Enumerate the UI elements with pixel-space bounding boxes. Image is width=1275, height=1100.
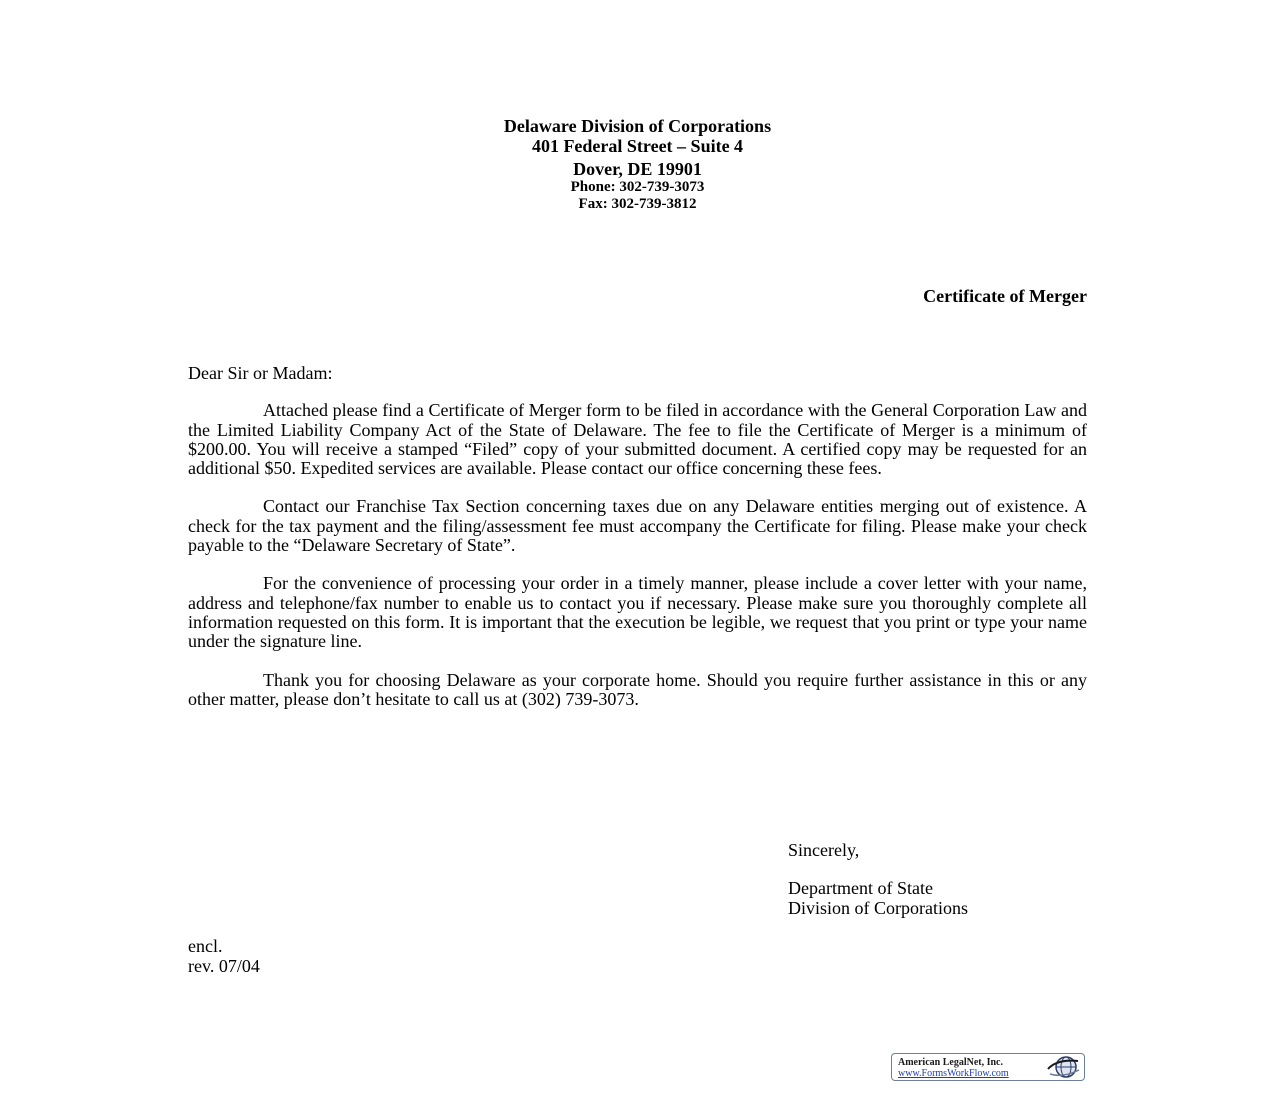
letterhead-org-name: Delaware Division of Corporations bbox=[503, 116, 772, 136]
closing-block bbox=[788, 840, 968, 918]
badge-url-link[interactable]: www.FormsWorkFlow.com bbox=[898, 1068, 1009, 1079]
legalnet-badge[interactable] bbox=[891, 1053, 1085, 1081]
valediction: Sincerely, bbox=[788, 840, 860, 860]
paragraph-thank-you: Thank you for choosing Delaware as your corporate home. Should you require further assistance in this or any other matter, please don’t hesitate to call us at (302) 739-3073. bbox=[188, 669, 1087, 709]
document-title: Certificate of Merger bbox=[923, 286, 1087, 306]
revision-note: rev. 07/04 bbox=[188, 956, 260, 976]
letterhead bbox=[0, 116, 1275, 213]
letterhead-street-address: 401 Federal Street – Suite 4 bbox=[531, 136, 744, 156]
letterhead-phone: Phone: 302-739-3073 bbox=[570, 179, 705, 195]
paragraph-processing-instructions: For the convenience of processing your order in a timely manner, please include a cover letter with your name, address and telephone/fax number to enable us to contact you if necessary. Please make sure you thoroughly complete all information requested on this form. It is important that the execution be legible, we request that you print or type your name under the signature line. bbox=[188, 573, 1087, 652]
enclosure-note: encl. bbox=[188, 936, 223, 956]
salutation: Dear Sir or Madam: bbox=[188, 363, 333, 383]
signature-department: Department of State bbox=[788, 878, 933, 898]
paragraph-filing-fees: Attached please find a Certificate of Merger form to be filed in accordance with the General Corporation Law and the Limited Liability Company Act of the State of Delaware. The fee to file the Certificate of Merger is a minimum of $200.00. You will receive a stamped “Filed” copy of your submitted document. A certified copy may be requested for an additional $50. Expedited services are available. Please contact our office concerning these fees. bbox=[188, 400, 1087, 479]
paragraph-franchise-tax: Contact our Franchise Tax Section concerning taxes due on any Delaware entities merging out of existence. A check for the tax payment and the filing/assessment fee must accompany the Certificate for filing. Please make your check payable to the “Delaware Secretary of State”. bbox=[188, 496, 1087, 556]
letter-body bbox=[188, 364, 1087, 728]
badge-company-name: American LegalNet, Inc. bbox=[898, 1057, 1003, 1068]
letterhead-city-state-zip: Dover, DE 19901 bbox=[573, 159, 702, 179]
globe-swirl-icon bbox=[1045, 1055, 1081, 1079]
signature-division: Division of Corporations bbox=[788, 898, 968, 918]
footer-notes bbox=[188, 936, 260, 976]
letterhead-fax: Fax: 302-739-3812 bbox=[578, 196, 697, 212]
